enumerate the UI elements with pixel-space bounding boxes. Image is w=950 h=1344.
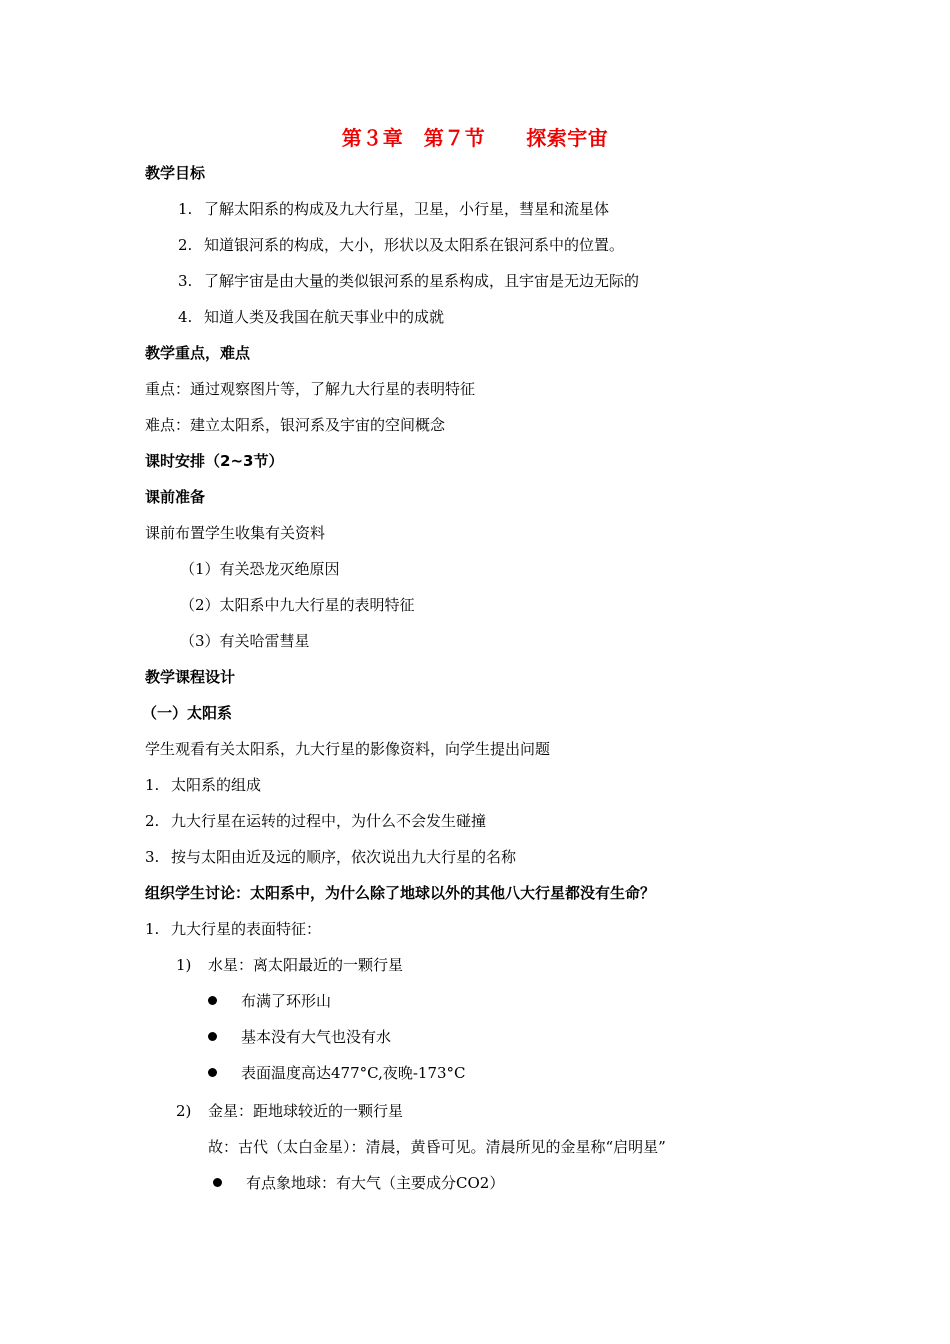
preparation-intro: 课前布置学生收集有关资料: [145, 524, 326, 542]
list-text: 太阳系的组成: [171, 776, 262, 794]
preparation-item: （1）有关恐龙灭绝原因: [180, 560, 340, 578]
list-number: 1.: [145, 920, 160, 938]
list-number: 3.: [178, 272, 193, 290]
bullet-item: [208, 1063, 466, 1083]
list-text: 水星：离太阳最近的一颗行星: [208, 956, 404, 974]
list-number: 3.: [145, 848, 160, 866]
list-number: 1.: [178, 200, 193, 218]
objective-item: [178, 235, 624, 255]
list-number: 2): [176, 1102, 192, 1120]
question-item: [145, 811, 486, 831]
list-text: 金星：距地球较近的一颗行星: [208, 1102, 404, 1120]
bullet-text: 基本没有大气也没有水: [241, 1028, 392, 1046]
venus-note: 故：古代（太白金星）：清晨，黄昏可见。清晨所见的金星称“启明星”: [208, 1138, 666, 1156]
features-heading: [145, 919, 321, 939]
objective-item: [178, 307, 444, 327]
bullet-item: [208, 991, 331, 1011]
bullet-icon: [213, 1178, 222, 1187]
bullet-item: [213, 1173, 504, 1193]
bullet-text: 有点象地球：有大气（主要成分CO2）: [246, 1174, 505, 1192]
difficulty-text: 难点：建立太阳系，银河系及宇宙的空间概念: [145, 416, 446, 434]
objective-item: [178, 199, 609, 219]
schedule-heading: 课时安排（2~3节）: [145, 452, 284, 470]
list-number: 2.: [145, 812, 160, 830]
discussion-heading: 组织学生讨论：太阳系中，为什么除了地球以外的其他八大行星都没有生命？: [145, 884, 656, 902]
preparation-heading: 课前准备: [145, 488, 206, 506]
key-points-heading: 教学重点，难点: [145, 344, 251, 362]
preparation-item: （3）有关哈雷彗星: [180, 632, 310, 650]
list-text: 了解太阳系的构成及九大行星，卫星，小行星，彗星和流星体: [204, 200, 610, 218]
bullet-text: 布满了环形山: [241, 992, 332, 1010]
bullet-icon: [208, 1032, 217, 1041]
list-text: 了解宇宙是由大量的类似银河系的星系构成，且宇宙是无边无际的: [204, 272, 640, 290]
objectives-heading: 教学目标: [145, 164, 206, 182]
bullet-item: [208, 1027, 391, 1047]
list-number: 1.: [145, 776, 160, 794]
question-item: [145, 847, 516, 867]
bullet-text: 表面温度高达477°C,夜晚-173°C: [241, 1064, 466, 1082]
objective-item: [178, 271, 639, 291]
design-heading: 教学课程设计: [145, 668, 236, 686]
list-number: 2.: [178, 236, 193, 254]
preparation-item: （2）太阳系中九大行星的表明特征: [180, 596, 415, 614]
list-text: 知道银河系的构成，大小，形状以及太阳系在银河系中的位置。: [204, 236, 625, 254]
section-heading: （一）太阳系: [142, 704, 233, 722]
list-text: 知道人类及我国在航天事业中的成就: [204, 308, 445, 326]
list-text: 按与太阳由近及远的顺序，依次说出九大行星的名称: [171, 848, 517, 866]
venus-item: [176, 1101, 403, 1121]
question-item: [145, 775, 261, 795]
bullet-icon: [208, 1068, 217, 1077]
list-text: 九大行星在运转的过程中，为什么不会发生碰撞: [171, 812, 487, 830]
list-number: 1): [176, 956, 192, 974]
design-intro: 学生观看有关太阳系，九大行星的影像资料，向学生提出问题: [145, 740, 551, 758]
focus-text: 重点：通过观察图片等，了解九大行星的表明特征: [145, 380, 476, 398]
list-number: 4.: [178, 308, 193, 326]
mercury-item: [176, 955, 403, 975]
bullet-icon: [208, 996, 217, 1005]
list-text: 九大行星的表面特征：: [171, 920, 322, 938]
page-title: 第３章 第７节 探索宇宙: [341, 126, 609, 150]
